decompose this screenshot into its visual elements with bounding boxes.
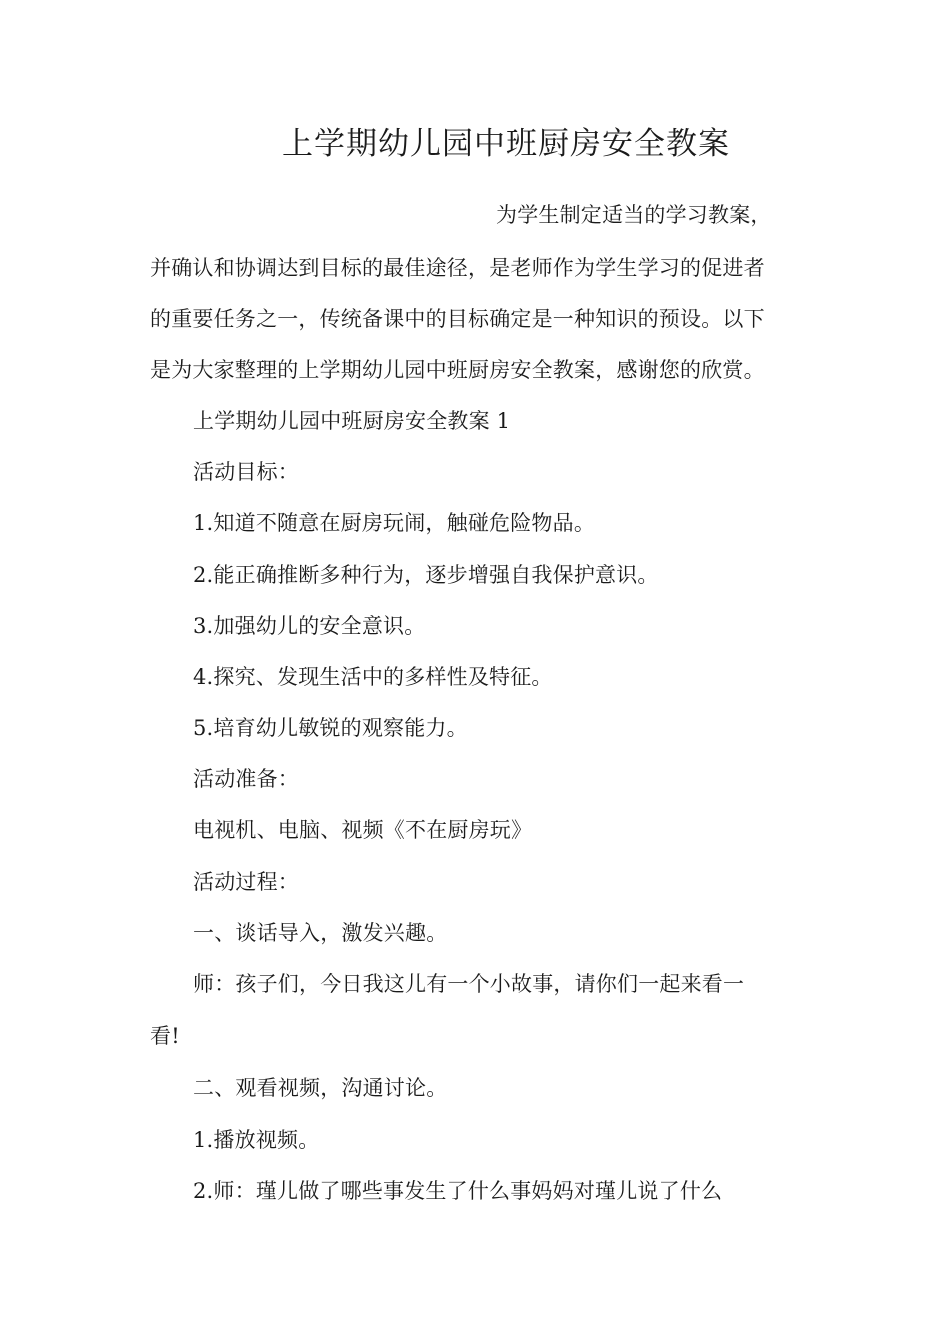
goal-item-4: 4.探究、发现生活中的多样性及特征。	[193, 665, 553, 689]
teacher-line-continuation: 看!	[150, 1024, 180, 1048]
process-step-2: 二、观看视频，沟通讨论。	[193, 1076, 448, 1100]
prep-items: 电视机、电脑、视频《不在厨房玩》	[193, 818, 533, 842]
goal-item-2: 2.能正确推断多种行为，逐步增强自我保护意识。	[193, 563, 659, 587]
goal-item-3: 3.加强幼儿的安全意识。	[193, 614, 426, 638]
teacher-line: 师：孩子们，今日我这儿有一个小故事，请你们一起来看一	[193, 972, 745, 996]
document-title: 上学期幼儿园中班厨房安全教案	[282, 126, 730, 162]
goal-item-1: 1.知道不随意在厨房玩闹，触碰危险物品。	[193, 511, 596, 535]
process-step-1: 一、谈话导入，激发兴趣。	[193, 921, 448, 945]
intro-line-2: 并确认和协调达到目标的最佳途径，是老师作为学生学习的促进者	[150, 256, 765, 280]
prep-heading: 活动准备：	[193, 767, 299, 791]
intro-line-1: 为学生制定适当的学习教案，	[496, 203, 772, 227]
intro-line-4: 是为大家整理的上学期幼儿园中班厨房安全教案，感谢您的欣赏。	[150, 358, 765, 382]
process-sub-1: 1.播放视频。	[193, 1128, 320, 1152]
section-heading: 上学期幼儿园中班厨房安全教案 1	[193, 409, 511, 433]
process-heading: 活动过程：	[193, 870, 299, 894]
intro-line-3: 的重要任务之一，传统备课中的目标确定是一种知识的预设。以下	[150, 307, 765, 331]
goal-item-5: 5.培育幼儿敏锐的观察能力。	[193, 716, 468, 740]
goals-heading: 活动目标：	[193, 460, 299, 484]
process-sub-2: 2.师：瑾儿做了哪些事发生了什么事妈妈对瑾儿说了什么	[193, 1179, 723, 1203]
